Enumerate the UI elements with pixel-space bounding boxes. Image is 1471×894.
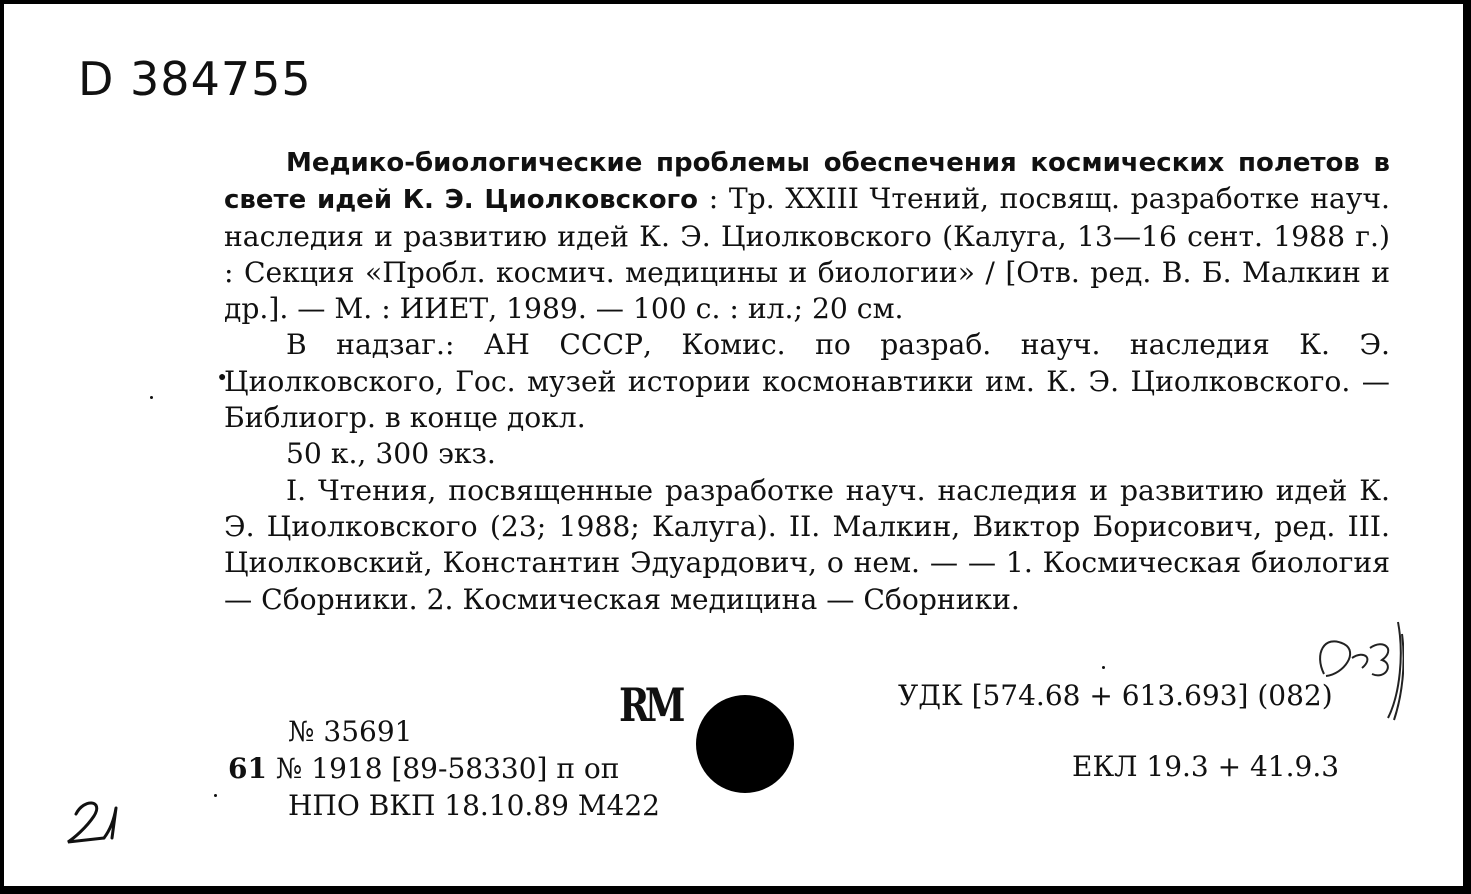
punched-hole — [696, 695, 794, 793]
speck — [150, 396, 153, 399]
card-number-text: № 1918 [89-58330] п оп — [266, 752, 620, 785]
catalog-card — [4, 4, 1463, 886]
handwritten-scribble — [64, 794, 134, 854]
book-title: Медико-биологические проблемы обеспечения космических полетов в свете идей К. Э. Циолковского — [224, 148, 1390, 216]
accession-number: № 35691 — [288, 715, 413, 748]
tracings-paragraph: I. Чтения, посвященные разработке науч. наследия и развитию идей К. Э. Циолковского (23; 1988; Калуга). II. Малкин, Виктор Борисович, ред. III. Циолковский, Константин Эдуардович, о нем. — — 1. Космическая биология — Сборники. 2. Космическая медицина — Сборники. — [224, 473, 1390, 616]
rm-stamp: RM — [619, 678, 681, 732]
handwritten-note-mark — [1304, 614, 1404, 724]
bibliographic-description — [224, 144, 1390, 618]
price-copies: 50 к., 300 экз. — [286, 437, 496, 471]
speck — [214, 794, 217, 797]
main-entry-paragraph — [224, 144, 1390, 327]
note-paragraph: В надзаг.: АН СССР, Комис. по разраб. науч. наследия К. Э. Циолковского, Гос. музей истории космонавтики им. К. Э. Циолковского. — Библиогр. в конце докл. — [224, 328, 1390, 435]
call-number: D 384755 — [78, 52, 312, 106]
speck — [1102, 666, 1105, 669]
ink-blot-mark: ● — [218, 370, 227, 385]
card-number-line — [228, 752, 619, 785]
ekl-classification: ЕКЛ 19.3 + 41.9.3 — [1072, 750, 1340, 783]
card-prefix: 61 — [228, 752, 267, 785]
printer-line: НПО ВКП 18.10.89 М422 — [288, 789, 660, 822]
udk-classification: УДК [574.68 + 613.693] (082) — [898, 679, 1333, 712]
publication-details: : Тр. XXIII Чтений, посвящ. разработке науч. наследия и развитию идей К. Э. Циолковского (Калуга, 13—16 сент. 1988 г.) : Секция «Пробл. космич. медицины и биологии» / [Отв. ред. В. Б. Малкин и др.]. — М. : ИИЕТ, 1989. — 100 с. : ил.; 20 см. — [224, 182, 1391, 326]
